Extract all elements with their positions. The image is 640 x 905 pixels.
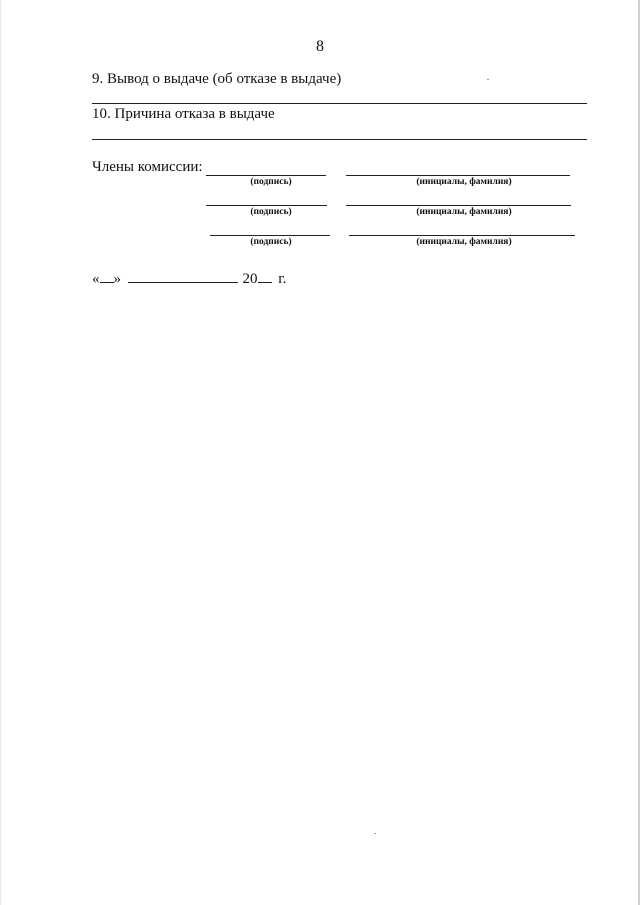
page-number: 8 — [316, 38, 324, 55]
signature-caption-3: (подпись) — [250, 237, 292, 247]
signature-caption-1: (подпись) — [250, 177, 292, 187]
signature-line-3 — [210, 235, 330, 236]
year-suffix: г. — [278, 271, 287, 287]
date-line — [92, 268, 286, 288]
name-line-1 — [346, 175, 570, 176]
section-9-answer-line — [92, 103, 587, 104]
name-caption-1: (инициалы, фамилия) — [416, 177, 512, 187]
date-close-quote: » — [113, 271, 121, 287]
section-9-title: 9. Вывод о выдаче (об отказе в выдаче) — [92, 71, 342, 87]
year-blank — [258, 268, 272, 283]
name-line-3 — [349, 235, 575, 236]
page-edge-left — [0, 0, 1, 905]
name-line-2 — [346, 205, 571, 206]
day-blank — [100, 268, 114, 283]
scan-speck — [487, 79, 489, 80]
name-caption-2: (инициалы, фамилия) — [416, 207, 512, 217]
date-open-quote: « — [92, 271, 100, 287]
signature-line-2 — [206, 205, 327, 206]
name-caption-3: (инициалы, фамилия) — [416, 237, 512, 247]
signature-caption-2: (подпись) — [250, 207, 292, 217]
section-10-answer-line — [92, 139, 587, 140]
month-blank — [128, 268, 238, 283]
section-10-title: 10. Причина отказа в выдаче — [92, 106, 275, 122]
commission-members-label: Члены комиссии: — [92, 159, 203, 175]
year-prefix: 20 — [242, 271, 258, 287]
scan-speck — [374, 833, 376, 834]
signature-line-1 — [206, 175, 326, 176]
